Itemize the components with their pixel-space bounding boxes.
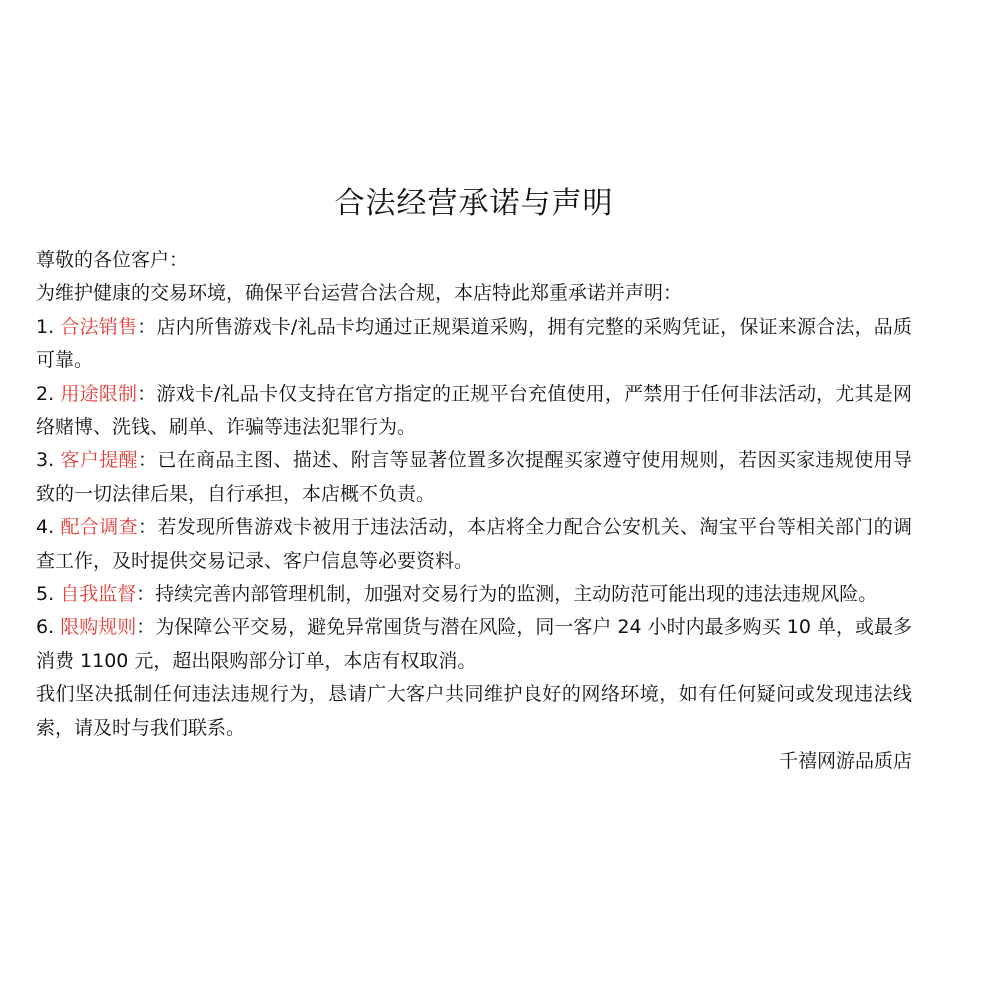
item-keyword: 用途限制 — [60, 382, 138, 405]
item-number: 4. — [36, 516, 55, 539]
item-text: ：为保障公平交易，避免异常囤货与潜在风险，同一客户 24 小时内最多购买 10 单，或最多消费 1100 元，超出限购部分订单，本店有权取消。 — [36, 616, 912, 672]
commitment-item-5 — [36, 578, 912, 611]
item-text: ：已在商品主图、描述、附言等显著位置多次提醒买家遵守使用规则，若因买家违规使用导致的一切法律后果，自行承担，本店概不负责。 — [36, 449, 912, 505]
item-number: 3. — [36, 449, 55, 472]
item-text: ：持续完善内部管理机制，加强对交易行为的监测，主动防范可能出现的违法违规风险。 — [136, 583, 878, 606]
item-number: 6. — [36, 616, 55, 639]
closing-text: 我们坚决抵制任何违法违规行为，恳请广大客户共同维护良好的网络环境，如有任何疑问或发现违法线索，请及时与我们联系。 — [36, 683, 912, 739]
statement-document — [36, 182, 912, 779]
shop-signature: 千禧网游品质店 — [778, 750, 912, 773]
commitment-item-1 — [36, 311, 912, 378]
commitment-item-3 — [36, 444, 912, 511]
item-number: 5. — [36, 583, 55, 606]
item-text: ：店内所售游戏卡/礼品卡均通过正规渠道采购，拥有完整的采购凭证，保证来源合法，品质可靠。 — [36, 315, 912, 372]
commitment-item-2 — [36, 378, 912, 445]
greeting-text: 尊敬的各位客户： — [36, 249, 189, 271]
item-keyword: 合法销售 — [60, 315, 138, 338]
item-number: 1. — [36, 315, 55, 338]
item-keyword: 配合调查 — [60, 516, 138, 539]
commitment-item-6 — [36, 611, 912, 678]
item-keyword: 限购规则 — [60, 616, 137, 639]
document-title: 合法经营承诺与声明 — [334, 186, 614, 221]
item-number: 2. — [36, 382, 55, 405]
item-keyword: 自我监督 — [60, 583, 137, 606]
commitment-item-4 — [36, 511, 912, 578]
item-text: ：若发现所售游戏卡被用于违法活动，本店将全力配合公安机关、淘宝平台等相关部门的调查工作，及时提供交易记录、客户信息等必要资料。 — [36, 516, 912, 572]
item-keyword: 客户提醒 — [60, 449, 138, 472]
intro-text: 为维护健康的交易环境，确保平台运营合法合规，本店特此郑重承诺并声明： — [36, 282, 683, 305]
item-text: ：游戏卡/礼品卡仅支持在官方指定的正规平台充值使用，严禁用于任何非法活动，尤其是网络赌博、洗钱、刷单、诈骗等违法犯罪行为。 — [36, 382, 912, 439]
